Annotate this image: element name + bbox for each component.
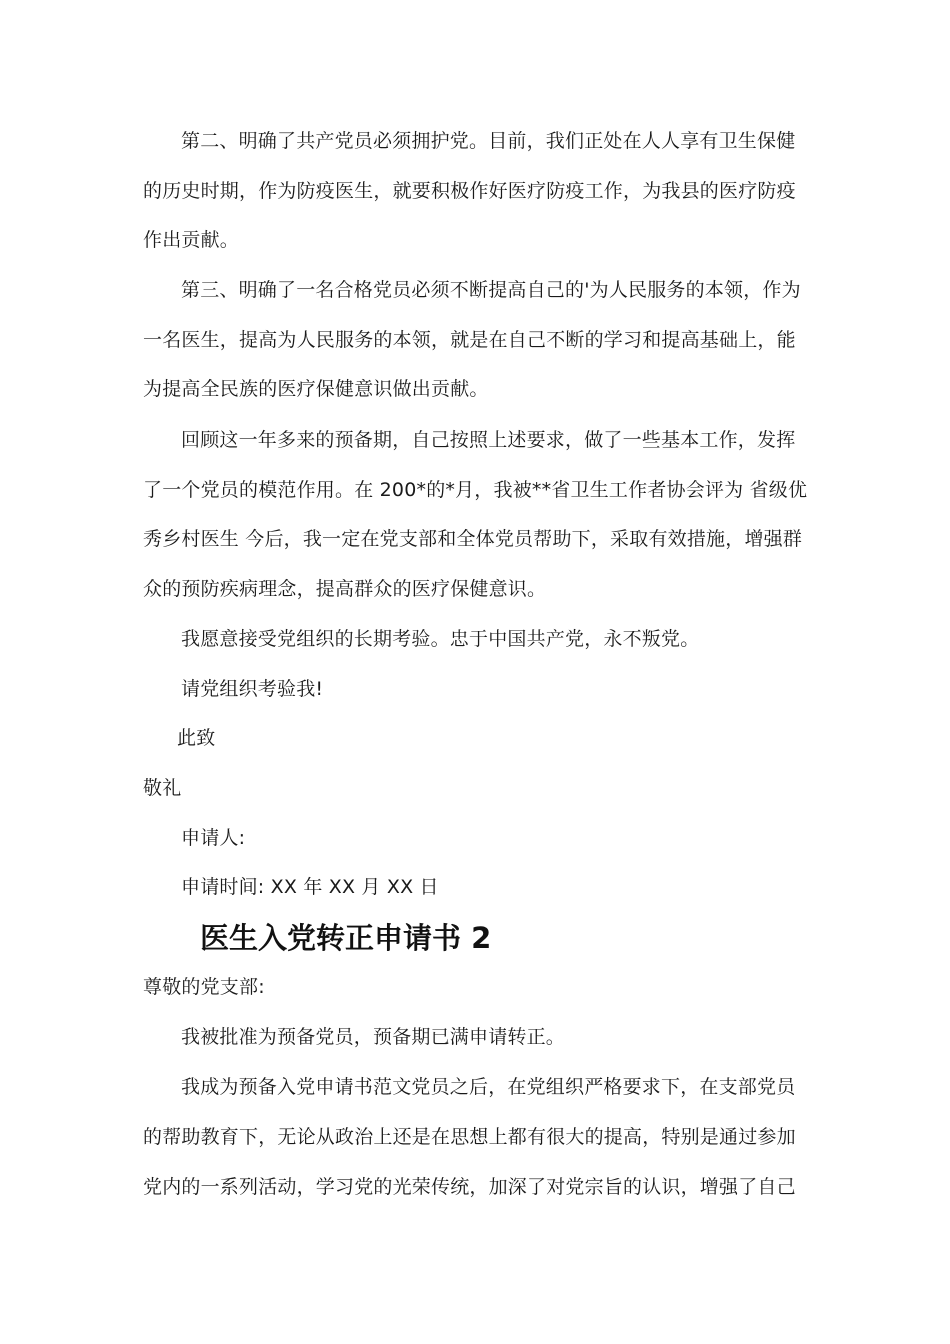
application-date: 申请时间: XX 年 XX 月 XX 日 xyxy=(181,876,439,898)
salute-text: 敬礼 xyxy=(143,777,182,799)
paragraph-line: 我成为预备入党申请书范文党员之后，在党组织严格要求下，在支部党员 xyxy=(181,1076,796,1098)
applicant-label: 申请人: xyxy=(181,827,246,849)
paragraph-line: 第二、明确了共产党员必须拥护党。目前，我们正处在人人享有卫生保健 xyxy=(181,130,796,152)
intro-text: 我被批准为预备党员，预备期已满申请转正。 xyxy=(181,1026,566,1048)
paragraph-line: 为提高全民族的医疗保健意识做出贡献。 xyxy=(143,378,489,400)
section-title: 医生入党转正申请书 2 xyxy=(200,921,492,955)
paragraph-line: 第三、明确了一名合格党员必须不断提高自己的'为人民服务的本领，作为 xyxy=(181,279,801,301)
closing-text: 此致 xyxy=(177,727,216,749)
request-text: 请党组织考验我! xyxy=(181,678,324,700)
paragraph-line: 作出贡献。 xyxy=(143,229,240,251)
paragraph-line: 秀乡村医生 今后，我一定在党支部和全体党员帮助下，采取有效措施，增强群 xyxy=(143,528,803,550)
pledge-text: 我愿意接受党组织的长期考验。忠于中国共产党，永不叛党。 xyxy=(181,628,700,650)
paragraph-line: 的历史时期，作为防疫医生，就要积极作好医疗防疫工作，为我县的医疗防疫 xyxy=(143,180,796,202)
paragraph-line: 众的预防疾病理念，提高群众的医疗保健意识。 xyxy=(143,578,547,600)
greeting-text: 尊敬的党支部: xyxy=(143,976,265,998)
paragraph-line: 回顾这一年多来的预备期，自己按照上述要求，做了一些基本工作，发挥 xyxy=(181,429,796,451)
paragraph-line: 的帮助教育下，无论从政治上还是在思想上都有很大的提高，特别是通过参加 xyxy=(143,1126,796,1148)
paragraph-line: 了一个党员的模范作用。在 200*的*月，我被**省卫生工作者协会评为 省级优 xyxy=(143,479,808,501)
paragraph-line: 党内的一系列活动，学习党的光荣传统，加深了对党宗旨的认识，增强了自己 xyxy=(143,1176,796,1198)
paragraph-line: 一名医生，提高为人民服务的本领，就是在自己不断的学习和提高基础上，能 xyxy=(143,329,796,351)
